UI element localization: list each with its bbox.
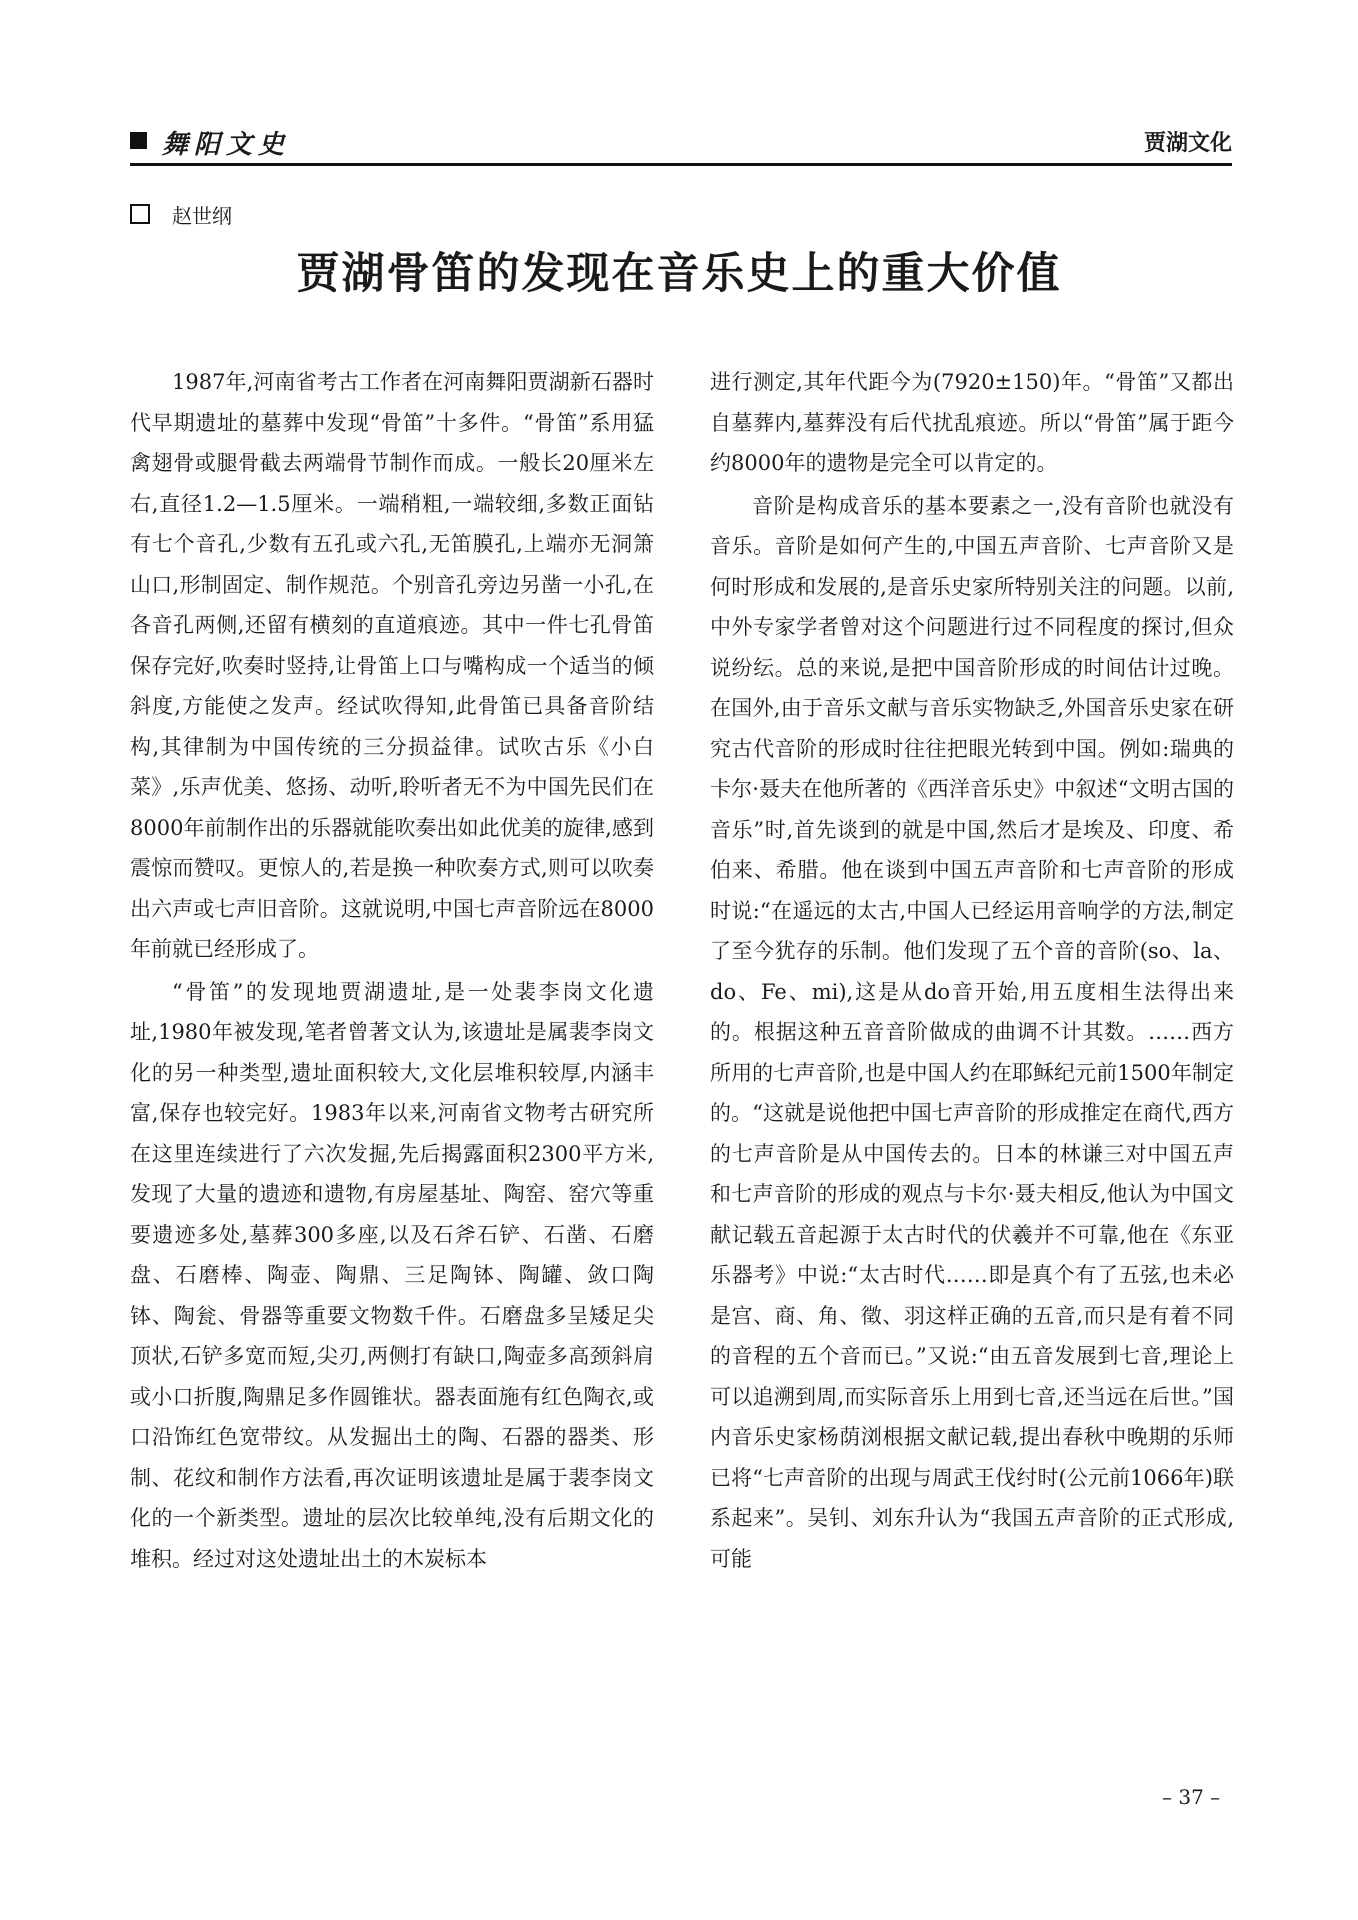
right-paragraph-1: 进行测定,其年代距今为(7920±150)年。“骨笛”又都出自墓葬内,墓葬没有后代扰乱痕迹。所以“骨笛”属于距今约8000年的遗物是完全可以肯定的。 — [710, 370, 1234, 475]
page-number: – 37 – — [1162, 1785, 1221, 1809]
author-name: 赵世纲 — [172, 204, 232, 228]
left-paragraph-1: 1987年,河南省考古工作者在河南舞阳贾湖新石器时代早期遗址的墓葬中发现“骨笛”十多件。“骨笛”系用猛禽翅骨或腿骨截去两端骨节制作而成。一般长20厘米左右,直径1.2—1.5厘米。一端稍粗,一端较细,多数正面钻有七个音孔,少数有五孔或六孔,无笛膜孔,上端亦无洞箫山口,形制固定、制作规范。个别音孔旁边另凿一小孔,在各音孔两侧,还留有横刻的直道痕迹。其中一件七孔骨笛保存完好,吹奏时竖持,让骨笛上口与嘴构成一个适当的倾斜度,方能使之发声。经试吹得知,此骨笛已具备音阶结构,其律制为中国传统的三分损益律。试吹古乐《小白菜》,乐声优美、悠扬、动听,聆听者无不为中国先民们在8000年前制作出的乐器就能吹奏出如此优美的旋律,感到震惊而赞叹。更惊人的,若是换一种吹奏方式,则可以吹奏出六声或七声旧音阶。这就说明,中国七声音阶远在8000年前就已经形成了。 — [130, 370, 654, 961]
page-header — [130, 122, 1232, 162]
right-paragraph-2: 音阶是构成音乐的基本要素之一,没有音阶也就没有音乐。音阶是如何产生的,中国五声音阶、七声音阶又是何时形成和发展的,是音乐史家所特别关注的问题。以前,中外专家学者曾对这个问题进行过不同程度的探讨,但众说纷纭。总的来说,是把中国音阶形成的时间估计过晚。在国外,由于音乐文献与音乐实物缺乏,外国音乐史家在研究古代音阶的形成时往往把眼光转到中国。例如:瑞典的卡尔·聂夫在他所著的《西洋音乐史》中叙述“文明古国的音乐”时,首先谈到的就是中国,然后才是埃及、印度、希伯来、希腊。他在谈到中国五声音阶和七声音阶的形成时说:“在遥远的太古,中国人已经运用音响学的方法,制定了至今犹存的乐制。他们发现了五个音的音阶(so、la、do、Fe、mi),这是从do音开始,用五度相生法得出来的。根据这种五音音阶做成的曲调不计其数。……西方所用的七声音阶,也是中国人约在耶稣纪元前1500年制定的。“这就是说他把中国七声音阶的形成推定在商代,西方的七声音阶是从中国传去的。日本的林谦三对中国五声和七声音阶的形成的观点与卡尔·聂夫相反,他认为中国文献记载五音起源于太古时代的伏羲并不可靠,他在《东亚乐器考》中说:“太古时代……即是真个有了五弦,也未必是宫、商、角、徵、羽这样正确的五音,而只是有着不同的音程的五个音而已。”又说:“由五音发展到七音,理论上可以追溯到周,而实际音乐上用到七音,还当远在后世。”国内音乐史家杨荫浏根据文献记载,提出春秋中晚期的乐师已将“七声音阶的出现与周武王伐纣时(公元前1066年)联系起来”。吴钊、刘东升认为“我国五声音阶的正式形成,可能 — [710, 493, 1234, 1571]
left-paragraph-2: “骨笛”的发现地贾湖遗址,是一处裴李岗文化遗址,1980年被发现,笔者曾著文认为,该遗址是属裴李岗文化的另一种类型,遗址面积较大,文化层堆积较厚,内涵丰富,保存也较完好。1983年以来,河南省文物考古研究所在这里连续进行了六次发掘,先后揭露面积2300平方米,发现了大量的遗迹和遗物,有房屋基址、陶窑、窑穴等重要遗迹多处,墓葬300多座,以及石斧石铲、石凿、石磨盘、石磨棒、陶壶、陶鼎、三足陶钵、陶罐、敛口陶钵、陶瓮、骨器等重要文物数千件。石磨盘多呈矮足尖顶状,石铲多宽而短,尖刃,两侧打有缺口,陶壶多高颈斜肩或小口折腹,陶鼎足多作圆锥状。器表面施有红色陶衣,或口沿饰红色宽带纹。从发掘出土的陶、石器的器类、形制、花纹和制作方法看,再次证明该遗址是属于裴李岗文化的一个新类型。遗址的层次比较单纯,没有后期文化的堆积。经过对这处遗址出土的木炭标本 — [130, 979, 654, 1571]
header-rule — [130, 163, 1232, 166]
header-square-marker — [130, 132, 147, 149]
article-title: 贾湖骨笛的发现在音乐史上的重大价值 — [296, 249, 1062, 299]
journal-title: 舞阳文史 — [162, 130, 291, 160]
author-box-marker — [130, 204, 150, 224]
right-column — [710, 362, 1234, 1581]
left-column — [130, 362, 654, 1581]
section-label: 贾湖文化 — [1143, 131, 1232, 156]
